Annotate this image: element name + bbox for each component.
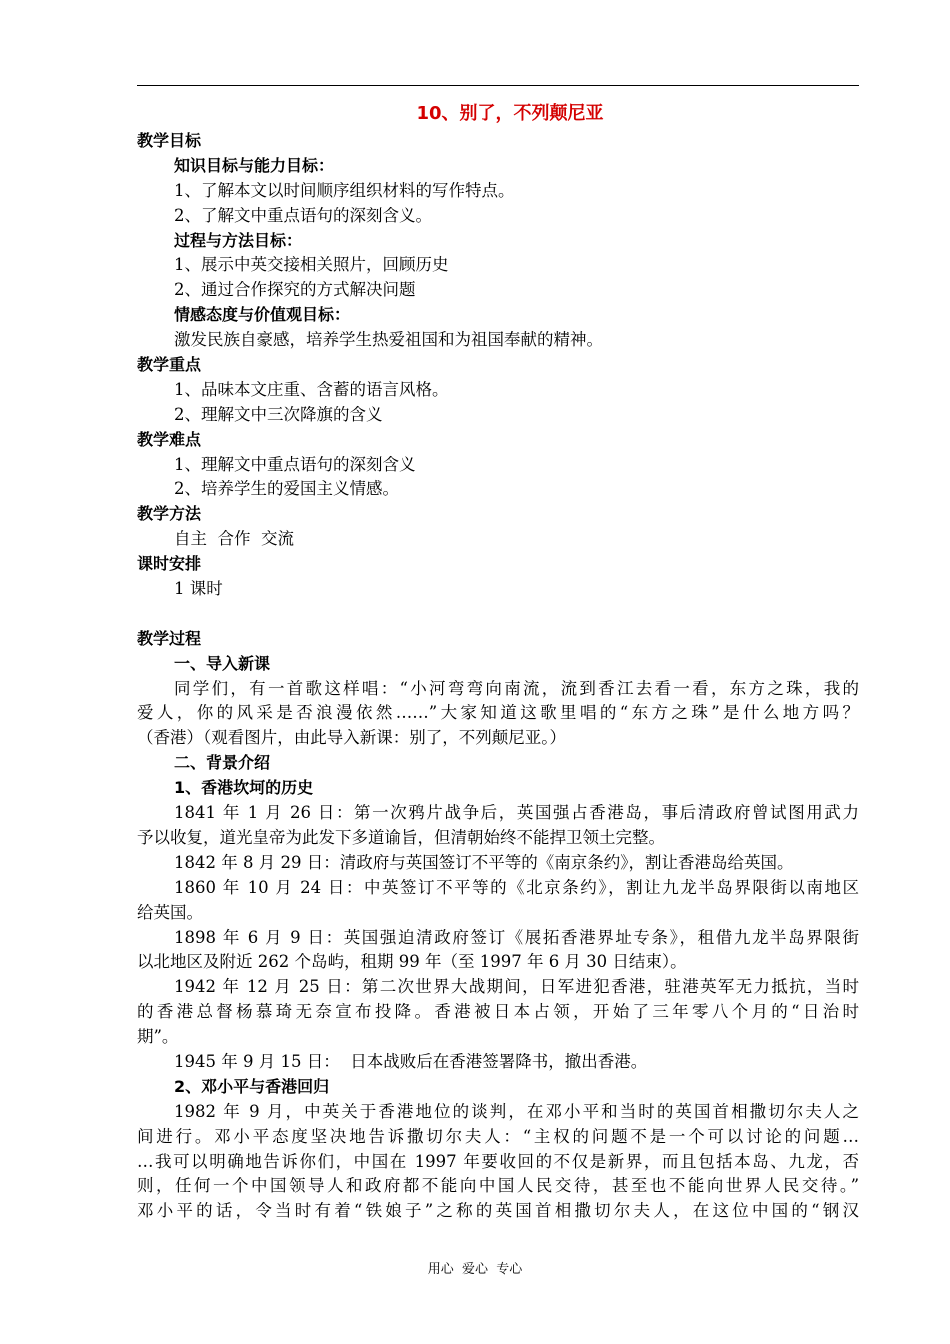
paragraph-line: 以北地区及附近 262 个岛屿，租期 99 年（至 1997 年 6 月 30 日结束）。	[137, 952, 687, 972]
paragraph-line: 给英国。	[137, 902, 203, 922]
paragraph-line: …我可以明确地告诉你们，中国在 1997 年要收回的不仅是新界，而且包括本岛、九龙，否	[137, 1151, 859, 1171]
list-item: 1、品味本文庄重、含蓄的语言风格。	[174, 379, 449, 399]
paragraph-line: 1 课时	[174, 579, 223, 599]
paragraph-line: 期”。	[137, 1027, 179, 1047]
paragraph-line: 激发民族自豪感，培养学生热爱祖国和为祖国奉献的精神。	[174, 330, 603, 350]
subheading-background: 二、背景介绍	[174, 753, 271, 773]
list-item: 1、展示中英交接相关照片，回顾历史	[174, 255, 449, 275]
subheading-deng-xiaoping: 2、邓小平与香港回归	[174, 1076, 330, 1096]
paragraph-line: 1841 年 1 月 26 日：第一次鸦片战争后，英国强占香港岛，事后清政府曾试图用武力	[174, 803, 859, 823]
section-heading-process: 教学过程	[137, 628, 202, 648]
page-footer: 用心 爱心 专心	[427, 1262, 523, 1277]
subheading-knowledge: 知识目标与能力目标：	[174, 155, 335, 175]
subheading-process-method: 过程与方法目标：	[174, 230, 303, 250]
paragraph-line: 1860 年 10 月 24 日：中英签订不平等的《北京条约》，割让九龙半岛界限街以南地区	[174, 877, 859, 897]
list-item: 1、了解本文以时间顺序组织材料的写作特点。	[174, 180, 515, 200]
paragraph-line: 间进行。邓小平态度坚决地告诉撒切尔夫人：“主权的问题不是一个可以讨论的问题…	[137, 1126, 859, 1146]
paragraph-line: 1842 年 8 月 29 日：清政府与英国签订不平等的《南京条约》，割让香港岛给英国。	[174, 852, 794, 872]
section-heading-key-points: 教学重点	[137, 355, 202, 375]
paragraph-line: （香港）（观看图片，由此导入新课：别了，不列颠尼亚。）	[137, 728, 566, 748]
section-heading-objectives: 教学目标	[137, 131, 202, 150]
list-item: 2、培养学生的爱国主义情感。	[174, 479, 399, 499]
paragraph-line: 爱人，你的风采是否浪漫依然……”大家知道这歌里唱的“东方之珠”是什么地方吗？	[137, 703, 859, 723]
document-title: 10、别了，不列颠尼亚	[416, 103, 604, 124]
section-heading-difficulties: 教学难点	[137, 429, 202, 449]
blank-line	[137, 602, 859, 627]
subheading-history: 1、香港坎坷的历史	[174, 778, 314, 798]
subheading-intro: 一、导入新课	[174, 653, 271, 673]
list-item: 1、理解文中重点语句的深刻含义	[174, 454, 416, 474]
section-heading-schedule: 课时安排	[137, 554, 202, 574]
paragraph-line: 1942 年 12 月 25 日：第二次世界大战期间，日军进犯香港，驻港英军无力抵抗，当时	[174, 977, 859, 997]
list-item: 2、了解文中重点语句的深刻含义。	[174, 205, 432, 225]
subheading-emotion: 情感态度与价值观目标：	[174, 305, 351, 325]
list-item: 2、通过合作探究的方式解决问题	[174, 280, 416, 300]
list-item: 2、理解文中三次降旗的含义	[174, 404, 383, 424]
paragraph-line: 的香港总督杨慕琦无奈宣布投降。香港被日本占领，开始了三年零八个月的“日治时	[137, 1002, 859, 1022]
paragraph-line: 自主 合作 交流	[174, 529, 294, 549]
paragraph-line: 予以收复，道光皇帝为此发下多道谕旨，但清朝始终不能捍卫领土完整。	[137, 827, 665, 847]
paragraph-line: 则，任何一个中国领导人和政府都不能向中国人民交待，甚至也不能向世界人民交待。”	[137, 1176, 859, 1196]
paragraph-line: 同学们，有一首歌这样唱：“小河弯弯向南流，流到香江去看一看，东方之珠，我的	[174, 678, 859, 698]
document-body	[137, 99, 859, 1224]
header-rule	[137, 85, 859, 86]
paragraph-line: 1982 年 9 月，中英关于香港地位的谈判，在邓小平和当时的英国首相撒切尔夫人之	[174, 1101, 859, 1121]
section-heading-methods: 教学方法	[137, 504, 202, 524]
paragraph-line: 1898 年 6 月 9 日：英国强迫清政府签订《展拓香港界址专条》，租借九龙半岛界限街	[174, 927, 859, 947]
paragraph-line: 1945 年 9 月 15 日： 日本战败后在香港签署降书，撤出香港。	[174, 1051, 648, 1071]
paragraph-line: 邓小平的话，令当时有着“铁娘子”之称的英国首相撒切尔夫人，在这位中国的“钢汉	[137, 1201, 859, 1221]
